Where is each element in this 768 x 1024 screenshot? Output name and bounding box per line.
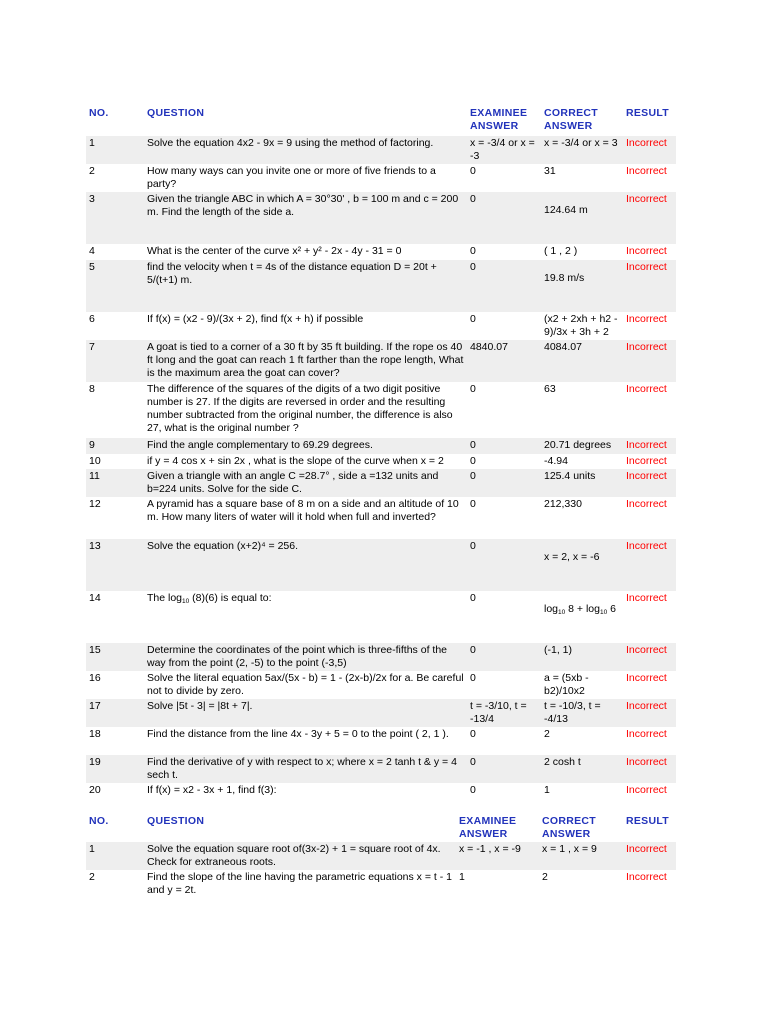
examinee-answer: 0 [467, 260, 541, 312]
header-result: RESULT [626, 815, 670, 827]
question-text: if y = 4 cos x + sin 2x , what is the slope of the curve when x = 2 [144, 454, 467, 469]
result-status: Incorrect [623, 643, 676, 671]
result-status: Incorrect [623, 699, 676, 727]
correct-answer: 31 [541, 164, 623, 192]
result-status: Incorrect [623, 755, 676, 783]
result-status: Incorrect [623, 192, 676, 244]
result-status: Incorrect [623, 671, 676, 699]
correct-answer-part: 6 [607, 603, 616, 615]
correct-answer: ( 1 , 2 ) [541, 244, 623, 260]
header-question: QUESTION [147, 107, 205, 119]
row-number: 10 [86, 454, 144, 469]
examinee-answer: 1 [456, 870, 539, 898]
correct-answer: 4084.07 [541, 340, 623, 382]
result-status: Incorrect [623, 870, 676, 898]
correct-answer-text: 124.64 m [544, 204, 588, 216]
row-number: 2 [86, 870, 144, 898]
examinee-answer: 0 [467, 755, 541, 783]
table-row [86, 469, 676, 497]
correct-answer [541, 591, 623, 643]
row-number: 2 [86, 164, 144, 192]
examinee-answer: 0 [467, 192, 541, 244]
table-row [86, 643, 676, 671]
header-correct-answer: CORRECT ANSWER [542, 815, 597, 840]
result-status: Incorrect [623, 497, 676, 539]
question-text: The difference of the squares of the digits of a two digit positive number is 27. If the digits are reversed in order and the resulting number subtracted from the original number, the difference is also 27, what is the original number ? [144, 382, 467, 438]
correct-answer: x = 1 , x = 9 [539, 842, 623, 870]
question-text: find the velocity when t = 4s of the distance equation D = 20t + 5/(t+1) m. [144, 260, 467, 312]
result-status: Incorrect [623, 312, 676, 340]
table-row [86, 539, 676, 591]
table-header-row [86, 814, 676, 842]
question-text: Determine the coordinates of the point which is three-fifths of the way from the point (2, -5) to the point (-3,5) [144, 643, 467, 671]
question-text: A pyramid has a square base of 8 m on a side and an altitude of 10 m. How many liters of water will it hold when full and inverted? [144, 497, 467, 539]
correct-answer: 125.4 units [541, 469, 623, 497]
row-number: 11 [86, 469, 144, 497]
correct-answer: x = -3/4 or x = 3 [541, 136, 623, 164]
examinee-answer: 0 [467, 671, 541, 699]
question-text: Find the distance from the line 4x - 3y + 5 = 0 to the point ( 2, 1 ). [144, 727, 467, 755]
results-table-1 [86, 106, 676, 799]
row-number: 12 [86, 497, 144, 539]
header-no: NO. [89, 107, 109, 119]
examinee-answer: 0 [467, 727, 541, 755]
table-row [86, 192, 676, 244]
question-text: Find the derivative of y with respect to x; where x = 2 tanh t & y = 4 sech t. [144, 755, 467, 783]
table-header-row [86, 106, 676, 136]
table-row [86, 671, 676, 699]
table-row [86, 755, 676, 783]
row-number: 3 [86, 192, 144, 244]
result-status: Incorrect [623, 454, 676, 469]
correct-answer: 20.71 degrees [541, 438, 623, 454]
examinee-answer: x = -3/4 or x = -3 [467, 136, 541, 164]
question-text: Solve |5t - 3| = |8t + 7|. [144, 699, 467, 727]
result-status: Incorrect [623, 340, 676, 382]
table-row [86, 312, 676, 340]
row-number: 4 [86, 244, 144, 260]
examinee-answer: 0 [467, 539, 541, 591]
table-row [86, 783, 676, 799]
header-examinee-answer: EXAMINEE ANSWER [459, 815, 517, 840]
log-base-subscript: 10 [182, 598, 190, 605]
question-text: Given a triangle with an angle C =28.7° , side a =132 units and b=224 units. Solve for the side C. [144, 469, 467, 497]
question-text: Solve the equation 4x2 - 9x = 9 using the method of factoring. [144, 136, 467, 164]
row-number: 15 [86, 643, 144, 671]
examinee-answer: 0 [467, 591, 541, 643]
table-row [86, 136, 676, 164]
examinee-answer: 0 [467, 438, 541, 454]
question-text [144, 591, 467, 643]
header-question: QUESTION [147, 815, 205, 827]
row-number: 20 [86, 783, 144, 799]
row-number: 5 [86, 260, 144, 312]
header-result: RESULT [626, 107, 670, 119]
correct-answer: -4.94 [541, 454, 623, 469]
examinee-answer: 0 [467, 312, 541, 340]
header-correct-answer: CORRECT ANSWER [544, 107, 599, 132]
correct-answer [541, 260, 623, 312]
results-table-2 [86, 814, 676, 898]
log-base-subscript: 10 [600, 609, 608, 616]
correct-answer: a = (5xb - b2)/10x2 [541, 671, 623, 699]
result-status: Incorrect [623, 469, 676, 497]
result-status: Incorrect [623, 539, 676, 591]
correct-answer: 2 [539, 870, 623, 898]
question-text-part: The log [147, 592, 183, 604]
examinee-answer: 0 [467, 783, 541, 799]
question-text: Find the angle complementary to 69.29 degrees. [144, 438, 467, 454]
correct-answer: (-1, 1) [541, 643, 623, 671]
table-row [86, 382, 676, 438]
result-status: Incorrect [623, 727, 676, 755]
result-status: Incorrect [623, 438, 676, 454]
correct-answer: 2 cosh t [541, 755, 623, 783]
question-text: Find the slope of the line having the parametric equations x = t - 1 and y = 2t. [144, 870, 456, 898]
row-number: 6 [86, 312, 144, 340]
correct-answer: 2 [541, 727, 623, 755]
question-text: How many ways can you invite one or more of five friends to a party? [144, 164, 467, 192]
question-text: What is the center of the curve x² + y² - 2x - 4y - 31 = 0 [144, 244, 467, 260]
correct-answer: 1 [541, 783, 623, 799]
correct-answer: 212,330 [541, 497, 623, 539]
table-row [86, 164, 676, 192]
correct-answer-text: x = 2, x = -6 [544, 551, 600, 563]
correct-answer-part: log [544, 603, 559, 615]
row-number: 16 [86, 671, 144, 699]
result-status: Incorrect [623, 164, 676, 192]
question-text: Solve the literal equation 5ax/(5x - b) = 1 - (2x-b)/2x for a. Be careful not to divide by zero. [144, 671, 467, 699]
correct-answer: 63 [541, 382, 623, 438]
table-row [86, 727, 676, 755]
table-row [86, 591, 676, 643]
examinee-answer: t = -3/10, t = -13/4 [467, 699, 541, 727]
correct-answer-text: 19.8 m/s [544, 272, 585, 284]
table-row [86, 260, 676, 312]
examinee-answer: 0 [467, 164, 541, 192]
question-text-part: (8)(6) is equal to: [189, 592, 272, 604]
correct-answer: t = -10/3, t = -4/13 [541, 699, 623, 727]
result-status: Incorrect [623, 260, 676, 312]
header-no: NO. [89, 815, 109, 827]
table-row [86, 699, 676, 727]
row-number: 18 [86, 727, 144, 755]
result-status: Incorrect [623, 783, 676, 799]
result-status: Incorrect [623, 591, 676, 643]
row-number: 14 [86, 591, 144, 643]
result-status: Incorrect [623, 382, 676, 438]
examinee-answer: 0 [467, 244, 541, 260]
correct-answer-part: 8 + log [565, 603, 600, 615]
question-text: A goat is tied to a corner of a 30 ft by 35 ft building. If the rope os 40 ft long and the goat can reach 1 ft farther than the rope length, What is the maximum area the goat can cover? [144, 340, 467, 382]
result-status: Incorrect [623, 842, 676, 870]
result-status: Incorrect [623, 244, 676, 260]
row-number: 1 [86, 842, 144, 870]
table-row [86, 340, 676, 382]
log-base-subscript: 10 [558, 609, 566, 616]
table-row [86, 244, 676, 260]
row-number: 8 [86, 382, 144, 438]
table-row [86, 454, 676, 469]
examinee-answer: 4840.07 [467, 340, 541, 382]
table-row [86, 438, 676, 454]
question-text: If f(x) = (x2 - 9)/(3x + 2), find f(x + h) if possible [144, 312, 467, 340]
table-row [86, 497, 676, 539]
table-row [86, 870, 676, 898]
examinee-answer: 0 [467, 382, 541, 438]
row-number: 9 [86, 438, 144, 454]
question-text: Solve the equation square root of(3x-2) + 1 = square root of 4x. Check for extraneous roots. [144, 842, 456, 870]
correct-answer: (x2 + 2xh + h2 - 9)/3x + 3h + 2 [541, 312, 623, 340]
row-number: 13 [86, 539, 144, 591]
examinee-answer: 0 [467, 643, 541, 671]
examinee-answer: 0 [467, 497, 541, 539]
question-text: Given the triangle ABC in which A = 30°30' , b = 100 m and c = 200 m. Find the length of the side a. [144, 192, 467, 244]
examinee-answer: x = -1 , x = -9 [456, 842, 539, 870]
examinee-answer: 0 [467, 469, 541, 497]
header-examinee-answer: EXAMINEE ANSWER [470, 107, 528, 132]
row-number: 1 [86, 136, 144, 164]
table-row [86, 842, 676, 870]
correct-answer [541, 192, 623, 244]
row-number: 17 [86, 699, 144, 727]
row-number: 19 [86, 755, 144, 783]
examinee-answer: 0 [467, 454, 541, 469]
row-number: 7 [86, 340, 144, 382]
result-status: Incorrect [623, 136, 676, 164]
question-text: Solve the equation (x+2)⁴ = 256. [144, 539, 467, 591]
correct-answer [541, 539, 623, 591]
question-text: If f(x) = x2 - 3x + 1, find f(3): [144, 783, 467, 799]
